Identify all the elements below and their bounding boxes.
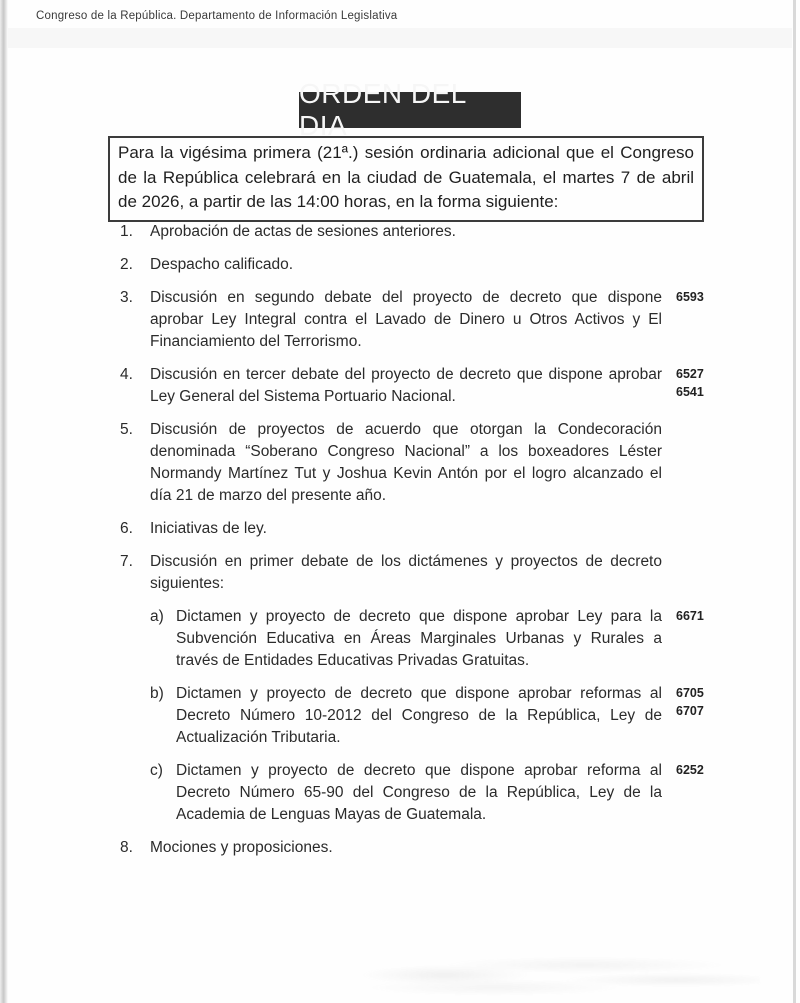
item-number: 8. [120,839,133,856]
reference-number: 6252 [676,763,704,777]
scan-edge-right [793,0,796,1003]
agenda-subitem [120,606,740,672]
item-text: Dictamen y proyecto de decreto que dispone aprobar reforma al Decreto Número 65-90 del Congreso de la República, Ley de la Academia de Lenguas Mayas de Guatemala. [176,762,662,823]
reference-number: 6527 [676,367,704,381]
item-number: 5. [120,421,133,438]
item-text: Dictamen y proyecto de decreto que dispone aprobar Ley para la Subvención Educativa en Áreas Marginales Urbanas y Rurales a través de Entidades Educativas Privadas Gratuitas. [176,608,662,669]
reference-number: 6593 [676,290,704,304]
reference-number: 6705 [676,686,704,700]
item-number: 7. [120,553,133,570]
item-reference-numbers [662,221,734,223]
agenda-item [120,419,740,507]
item-reference-numbers [662,683,734,720]
item-number: 6. [120,520,133,537]
item-reference-numbers [662,254,734,256]
title-banner [299,78,521,141]
agenda-subitem [120,683,740,749]
item-text: Discusión en primer debate de los dictámenes y proyectos de decreto siguientes: [150,553,662,592]
item-text: Dictamen y proyecto de decreto que dispone aprobar reformas al Decreto Número 10-2012 del Congreso de la República, Ley de Actualización Tributaria. [176,685,662,746]
document-header: Congreso de la República. Departamento de Información Legislativa [36,10,398,22]
item-reference-numbers [662,364,734,401]
page-title: ORDEN DEL DIA [299,78,466,141]
item-text: Despacho calificado. [150,256,294,273]
item-reference-numbers [662,287,734,307]
item-text: Discusión en tercer debate del proyecto de decreto que dispone aprobar Ley General del Sistema Portuario Nacional. [150,366,662,405]
agenda-list [120,221,740,870]
item-number: c) [150,762,163,779]
agenda-subitem [120,760,740,826]
item-number: 1. [120,223,133,240]
item-reference-numbers [662,760,734,780]
agenda-item [120,518,740,540]
agenda-item [120,221,740,243]
session-intro-box [108,136,704,222]
reference-number: 6541 [676,384,704,399]
item-number: 2. [120,256,133,273]
scan-edge-left [0,0,8,1003]
item-text: Aprobación de actas de sesiones anteriores. [150,223,456,240]
item-reference-numbers [662,518,734,520]
item-text: Discusión en segundo debate del proyecto de decreto que dispone aprobar Ley Integral contra el Lavado de Dinero u Otros Activos y El Financiamiento del Terrorismo. [150,289,662,350]
item-number: 4. [120,366,133,383]
item-number: a) [150,608,164,625]
item-reference-numbers [662,419,734,421]
item-text: Mociones y proposiciones. [150,839,333,856]
item-text: Discusión de proyectos de acuerdo que otorgan la Condecoración denominada “Soberano Congreso Nacional” a los boxeadores Léster Normandy Martínez Tut y Joshua Kevin Antón por el logro alcanzado el día 21 de marzo del presente año. [150,421,662,504]
agenda-item [120,837,740,859]
item-reference-numbers [662,551,734,553]
reference-number: 6671 [676,609,704,623]
reference-number: 6707 [676,703,704,718]
item-number: b) [150,685,164,702]
scan-artifact-band [8,28,792,48]
item-reference-numbers [662,606,734,626]
page-bleedthrough-ghost [60,945,760,995]
agenda-item [120,254,740,276]
session-intro-text: Para la vigésima primera (21ª.) sesión ordinaria adicional que el Congreso de la República celebrará en la ciudad de Guatemala, el martes 7 de abril de 2026, a partir de las 14:00 horas, en la forma siguiente: [118,143,694,211]
item-text: Iniciativas de ley. [150,520,267,537]
item-reference-numbers [662,837,734,839]
item-number: 3. [120,289,133,306]
agenda-item [120,364,740,408]
agenda-item [120,287,740,353]
agenda-item [120,551,740,595]
